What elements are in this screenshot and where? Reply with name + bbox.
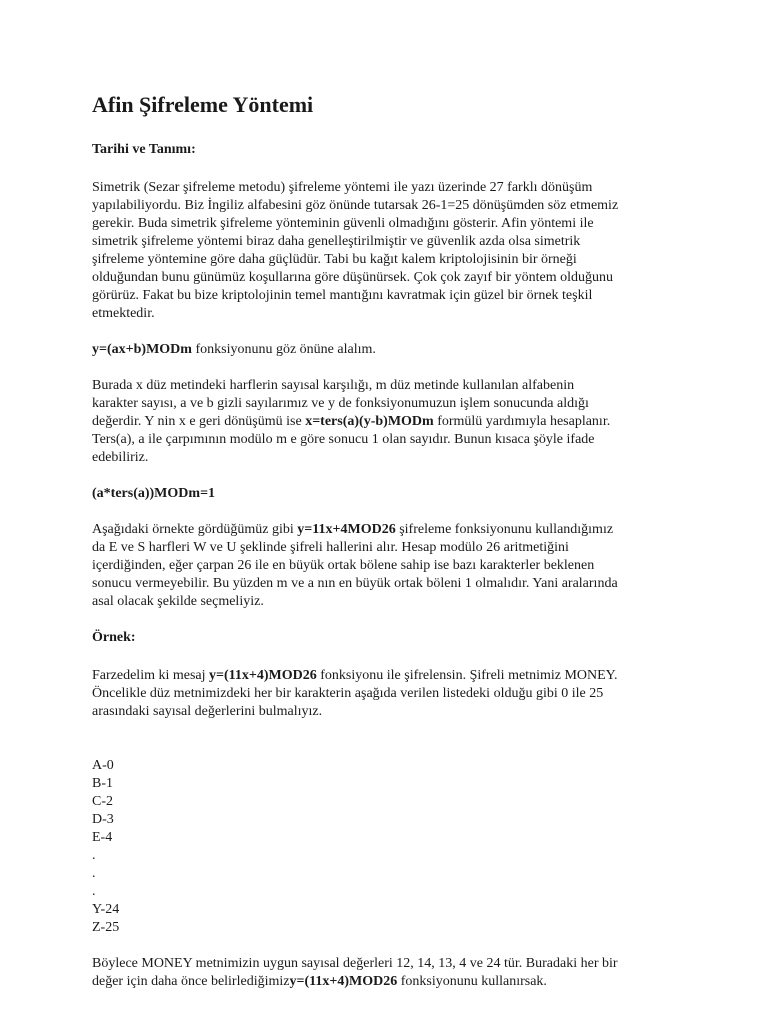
list-item: . — [92, 848, 96, 863]
formula-affine: y=(ax+b)MODm — [92, 342, 192, 357]
list-item: D-3 — [92, 812, 114, 827]
text-line: karakter sayısı, a ve b gizli sayılarımız ve y de fonksiyonumuzun işlem sonucunda aldığı — [92, 396, 589, 411]
text-line: Burada x düz metindeki harflerin sayısal karşılığı, m düz metinde kullanılan alfabenin — [92, 378, 575, 393]
text-line: Farzedelim ki mesaj — [92, 668, 210, 683]
spacer — [92, 937, 692, 955]
list-item: A-0 — [92, 758, 114, 773]
list-item: . — [92, 884, 96, 899]
letter-value-list — [92, 757, 692, 937]
text-line: şifreleme fonksiyonunu kullandığımız — [395, 522, 614, 537]
text-line: Ters(a), a ile çarpımının modülo m e göre sonucu 1 olan sayıdır. Bunun kısaca şöyle ifade — [92, 432, 595, 447]
text-line: olduğundan bunu günümüz koşullarına göre düşünürsek. Çok çok zayıf bir yöntem olduğunu — [92, 270, 614, 285]
text-line: edebiliriz. — [92, 450, 149, 465]
list-item: B-1 — [92, 776, 113, 791]
text-line: fonksiyonunu kullanırsak. — [397, 974, 547, 989]
text-line: formülü yardımıyla hesaplanır. — [433, 414, 611, 429]
paragraph-intro — [92, 179, 692, 323]
section-heading-history: Tarihi ve Tanımı: — [92, 142, 196, 157]
paragraph-formula-2 — [92, 485, 692, 503]
text-line: Aşağıdaki örnekte gördüğümüz gibi — [92, 522, 298, 537]
text-line: fonksiyonu ile şifrelensin. Şifreli metnimiz MONEY. — [316, 668, 618, 683]
paragraph-conclusion — [92, 955, 692, 991]
document-content — [92, 90, 692, 1009]
formula-example-2: y=(11x+4)MOD26 — [209, 668, 317, 683]
text-line: Simetrik (Sezar şifreleme metodu) şifreleme yöntemi ile yazı üzerinde 27 farklı dönüşüm — [92, 180, 593, 195]
page-title: Afin Şifreleme Yöntemi — [92, 92, 314, 117]
formula-modular-inverse: (a*ters(a))MODm=1 — [92, 486, 216, 501]
text-line: şifreleme yöntemine göre daha güçlüdür. Tabi bu kağıt kalem kriptolojisinin bir örneği — [92, 252, 577, 267]
formula-example-3: y=(11x+4)MOD26 — [289, 974, 398, 989]
text-line: sonucu vermeyebilir. Bu yüzden m ve a nın en büyük ortak böleni 1 olmalıdır. Yani aralarında — [92, 576, 618, 591]
section-heading-example: Örnek: — [92, 630, 136, 645]
text-line: değer için daha önce belirlediğimiz — [92, 974, 290, 989]
text-line: da E ve S harfleri W ve U şeklinde şifreli hallerini alır. Hesap modülo 26 aritmetiğini — [92, 540, 569, 555]
paragraph-example-intro — [92, 521, 692, 611]
paragraph-example — [92, 667, 692, 721]
text-line: yapılabiliyordu. Biz İngiliz alfabesini göz önünde tutarsak 26-1=25 dönüşümden söz etmemiz — [92, 198, 619, 213]
paragraph-definitions — [92, 377, 692, 467]
text-line: gerekir. Buda simetrik şifreleme yönteminin güvenli olmadığını gösterir. Afin yöntemi ile — [92, 216, 594, 231]
text-line: arasındaki sayısal değerlerini bulmalıyız. — [92, 704, 323, 719]
text-line: değerdir. Y nin x e geri dönüşümü ise — [92, 414, 306, 429]
list-item: E-4 — [92, 830, 113, 845]
list-item: C-2 — [92, 794, 113, 809]
text-line: etmektedir. — [92, 306, 155, 321]
list-item: Z-25 — [92, 920, 120, 935]
text-line: içerdiğinden, eğer çarpan 26 ile en büyük ortak bölene sahip ise bazı karakterler beklenen — [92, 558, 595, 573]
text-line: görürüz. Fakat bu bize kriptolojinin temel mantığını kavratmak için güzel bir örnek teşkil — [92, 288, 593, 303]
list-item: Y-24 — [92, 902, 120, 917]
text-line: Böylece MONEY metnimizin uygun sayısal değerleri 12, 14, 13, 4 ve 24 tür. Buradaki her bir — [92, 956, 618, 971]
formula-inverse: x=ters(a)(y-b)MODm — [305, 414, 434, 429]
text-line: simetrik şifreleme yöntemi biraz daha genelleştirilmiştir ve güvenlik azda olsa simetrik — [92, 234, 581, 249]
text-line: Öncelikle düz metnimizdeki her bir karakterin aşağıda verilen listedeki olduğu gibi 0 ile 25 — [92, 686, 604, 701]
list-item: . — [92, 866, 96, 881]
spacer — [92, 739, 692, 757]
text-line: asal olacak şekilde seçmeliyiz. — [92, 594, 264, 609]
formula-example: y=11x+4MOD26 — [297, 522, 396, 537]
paragraph-formula-1 — [92, 341, 692, 359]
text-line: fonksiyonunu göz önüne alalım. — [191, 342, 376, 357]
